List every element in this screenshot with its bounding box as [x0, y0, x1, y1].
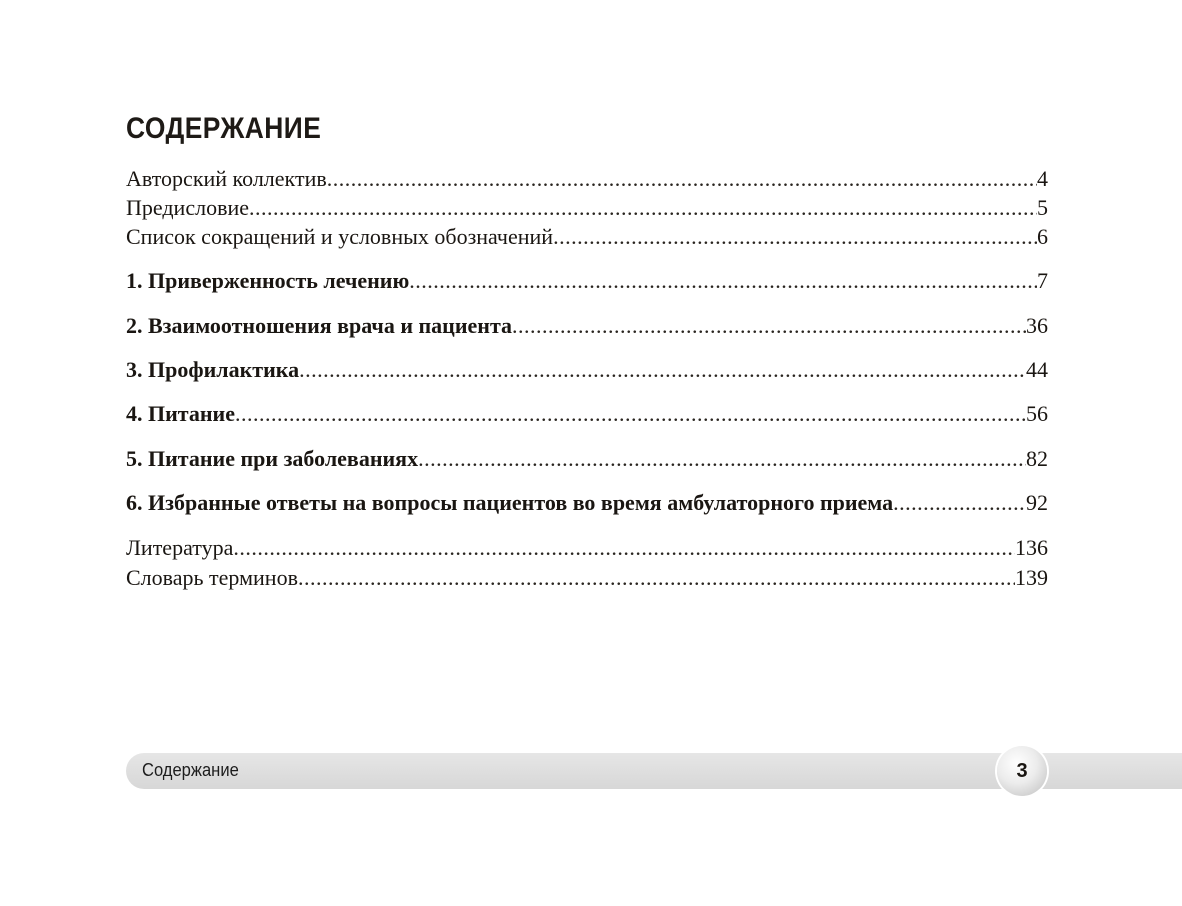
toc-entry-authors[interactable]	[126, 166, 1048, 194]
toc-entry-chapter-3[interactable]	[126, 357, 1048, 385]
toc-entry-page: 6	[1037, 224, 1048, 249]
toc-dot-leader	[418, 446, 1026, 472]
toc-entry-page: 139	[1015, 565, 1048, 590]
toc-entry-chapter-2[interactable]	[126, 313, 1048, 341]
toc-dot-leader	[327, 166, 1037, 192]
toc-entry-title: Список сокращений и условных обозначений	[126, 224, 554, 249]
toc-entry-page: 7	[1037, 268, 1048, 293]
page-title: СОДЕРЖАНИЕ	[126, 112, 322, 145]
toc-entry-title: Авторский коллектив	[126, 166, 327, 191]
toc-entry-title: Литература	[126, 535, 234, 560]
toc-dot-leader	[249, 195, 1037, 221]
toc-entry-chapter-5[interactable]	[126, 446, 1048, 474]
toc-entry-title: 1. Приверженность лечению	[126, 268, 410, 293]
toc-entry-page: 36	[1026, 313, 1048, 338]
toc-entry-title: 3. Профилактика	[126, 357, 300, 382]
toc-entry-literature[interactable]	[126, 535, 1048, 563]
toc-entry-title: 4. Питание	[126, 401, 235, 426]
toc-entry-preface[interactable]	[126, 195, 1048, 223]
toc-entry-page: 136	[1015, 535, 1048, 560]
toc-dot-leader	[299, 357, 1026, 383]
toc-dot-leader	[893, 490, 1026, 516]
toc-entry-page: 56	[1026, 401, 1048, 426]
toc-entry-page: 4	[1037, 166, 1048, 191]
toc-entry-page: 5	[1037, 195, 1048, 220]
toc-entry-chapter-1[interactable]	[126, 268, 1048, 296]
toc-entry-title: 5. Питание при заболеваниях	[126, 446, 419, 471]
toc-entry-page: 82	[1026, 446, 1048, 471]
page-number-badge	[997, 746, 1047, 796]
toc-entry-page: 44	[1026, 357, 1048, 382]
toc-entry-page: 92	[1026, 490, 1048, 515]
toc-entry-chapter-6[interactable]	[126, 490, 1048, 518]
toc-dot-leader	[235, 401, 1026, 427]
running-footer-section-label: Содержание	[142, 760, 239, 780]
toc-dot-leader	[512, 313, 1026, 339]
toc-entry-title: Предисловие	[126, 195, 249, 220]
toc-entry-title: 2. Взаимоотношения врача и пациента	[126, 313, 513, 338]
toc-dot-leader	[553, 224, 1037, 250]
toc-entry-glossary[interactable]	[126, 565, 1048, 593]
toc-entry-title: Словарь терминов	[126, 565, 298, 590]
toc-entry-abbreviations[interactable]	[126, 224, 1048, 252]
toc-dot-leader	[409, 268, 1037, 294]
toc-entry-chapter-4[interactable]	[126, 401, 1048, 429]
toc-entry-title: 6. Избранные ответы на вопросы пациентов во время амбулаторного приема	[126, 490, 894, 515]
toc-dot-leader	[233, 535, 1015, 561]
toc-dot-leader	[298, 565, 1015, 591]
page-number: 3	[1016, 759, 1028, 782]
